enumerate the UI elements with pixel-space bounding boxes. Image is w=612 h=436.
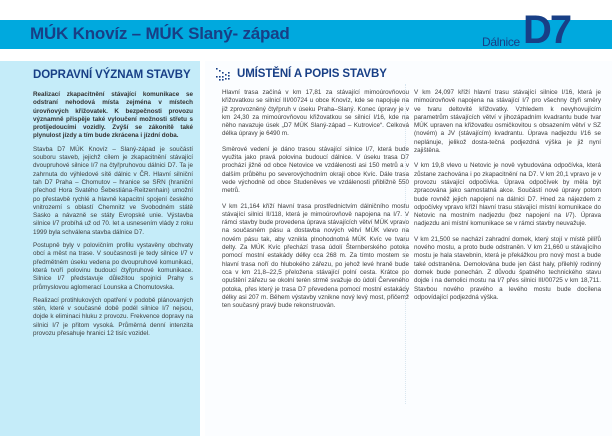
paragraph: Postupně byly v polovičním profilu vystavěny obchvaty obcí a měst na trase. V současnosti je tedy silnice I/7 v předmětném úseku vedena po dvoupruhové komunikaci, která tvoří polovinu budoucí čtyřpruhové komunikace. Silnice I/7 představuje důležitou spojnici Prahy s průmyslovou aglomerací Lounska a Chomutovska.	[33, 242, 193, 291]
text-column-2	[414, 89, 601, 309]
header-banner	[0, 8, 612, 52]
sidebar-traffic-importance	[0, 61, 200, 436]
brand-word: Dálnice	[482, 35, 520, 49]
paragraph: V km 21,500 se nachází zahradní domek, který stojí v místě pilířů nového mostu, a proto bude odstraněn. V km 21,660 u stávajícího mostu je hala stavebnin, která je překážkou pro nový most a bude také odstraněna. Demolována bude jen část haly, přilehlý rodinný domek bude ponechán. Z důvodu špatného technického stavu dojde i na demolici mostu na I/7 přes silnici III/00725 v km 18,711. Stavbou nového pravého a levého mostu bude docílena odpovídající podjezdná výška.	[414, 235, 601, 301]
main-heading-text: UMÍSTĚNÍ A POPIS STAVBY	[237, 68, 387, 80]
paragraph: Realizací protihlukových opatření v podobě plánovaných stěn, které v současné době podél silnice I/7 nejsou, dojde k eliminaci hluku z provozu. Frekvence dopravy na silnici I/7 je přitom vysoká. Průměrná denní intenzita provozu přesahuje hranici 12 tisíc vozidel.	[33, 296, 193, 338]
brand-code: D7	[523, 8, 571, 52]
paragraph: V km 24,097 kříží hlavní trasu stávající silnice I/16, která je mimoúrovňově napojena na stávající I/7 pro všechny čtyři směry ve tvaru deltovité křižovatky. Vzhledem k nevyhovujícím parametrům stávajících větví v jihozápadním kvadrantu bude tvar MÚK upraven na křižovatku osmičkovitou s obsazením větví v SZ (novém) a JV (stávajícím) kvadrantu. Úprava nadjezdu I/16 se neplánuje, jelikož dosta-tečná podjezdná výška je již nyní zajištěna.	[414, 89, 601, 155]
text-column-1	[222, 89, 409, 317]
paragraph: Směrové vedení je dáno trasou stávající silnice I/7, která bude využita jako pravá polovina budoucí dálnice. V úseku trasa D7 prochází jižně od obce Netovice ve vzdálenosti asi 150 metrů a v dalším průběhu po severovýchodním okraji obce Kvíc. Dále trasa vede východně od obce Studeněves ve vzdálenosti přibližně 550 metrů.	[222, 145, 409, 195]
sidebar-heading: DOPRAVNÍ VÝZNAM STAVBY	[33, 69, 191, 81]
paragraph: V km 21,164 kříží hlavní trasa prostřednictvím dálničního mostu stávající silnici II/118, která je mimoúrovňově napojena na I/7. V rámci stavby bude provedena úprava stávajících větví MÚK vpravo na současném pásu a dostavba nových větví MÚK vlevo na novém pásu tak, aby vznikla plnohodnotná MÚK Kvíc ve tvaru delty. Za MÚK Kvíc přechází trasa údolí Šternberského potoka pomocí mostní estakády délky cca 268 m. Za tímto mostem se hlavní trasa noří do hlubokého zářezu, po jehož levé hraně bude cca v km 21,8–22,5 přeložena stávající polní cesta. Krátce po opuštění zářezu se okolní terén strmě svažuje do údolí Červeného potoka, přes který je trasa D7 převedena pomocí mostní estakády délky asi 207 m. Během výstavby vznikne nový levý most, přičemž ten současný pravý bude rekonstruován.	[222, 202, 409, 310]
page-title: MÚK Knovíz – MÚK Slaný- západ	[30, 24, 290, 43]
dots-icon	[215, 67, 232, 81]
paragraph: Hlavní trasa začíná v km 17,81 za stávající mimoúrovňovou křižovatkou se silnicí III/00724 u obce Knovíz, kde se napojuje na již zprovozněný čtyřpruh v úseku Praha–Slaný. Konec úpravy je v km 24,30 za mimoúrovňovou křižovatkou se silnicí I/16, kde na něho navazuje úsek „D7 MÚK Slaný-západ – Kutrovice“. Celková délka úpravy je 6490 m.	[222, 89, 409, 138]
sidebar-text	[33, 91, 193, 343]
lead-paragraph: Realizací zkapacitnění stávající komunikace se odstraní nehodová místa zejména v místech úrovňových křižovatek. K bezpečnosti provozu významně přispěje také vyloučení možnosti střetu s protijedoucími vozidly. Zvýší se zákonitě také plynulost jízdy a tím bude zkrácena i jízdní doba.	[33, 91, 193, 140]
paragraph: V km 19,8 vlevo u Netovic je nově vybudována odpočívka, která zůstane zachována i po zkapacitnění na D7. V km 20,1 vpravo je v provozu stávající odpočívka. Úprava odpočívek by měla být zpracována jako samostatná akce. Součástí nové úpravy potom bude rovněž jejich napojení na dálnici D7. Hned za nájezdem z odpočívky vpravo kříží hlavní trasu stávající místní komunikace do Netovic na mostním nadjezdu (bez napojení na I/7). Úprava nadjezdu ani místní komunikace se v rámci stavby neuvažuje.	[414, 162, 601, 228]
main-heading	[215, 67, 387, 81]
column-divider	[405, 84, 406, 404]
paragraph: Stavba D7 MÚK Knovíz – Slaný-západ je součástí souboru staveb, jejichž cílem je zkapacitnění stávající dvoupruhové silnice I/7 na čtyřpruhovou dálnici D7. Ta je zahrnuta do výhledové sítě dálnic v ČR. Hlavní silniční tah D7 Praha – Chomutov – hranice se SRN (hraniční přechod Hora Svatého Šebestiána-Reitzenhain) umožní po přestavbě rychlé a hlavně kapacitní spojení českého vnitrozemí s oblastí Chemnitz ve Svobodném státě Sasko a návazně se státy Evropské unie. Výstavba silnice I/7 probíhá už od 70. let a usnesením vlády z roku 1999 byla schválena stavba dálnice D7.	[33, 145, 193, 236]
